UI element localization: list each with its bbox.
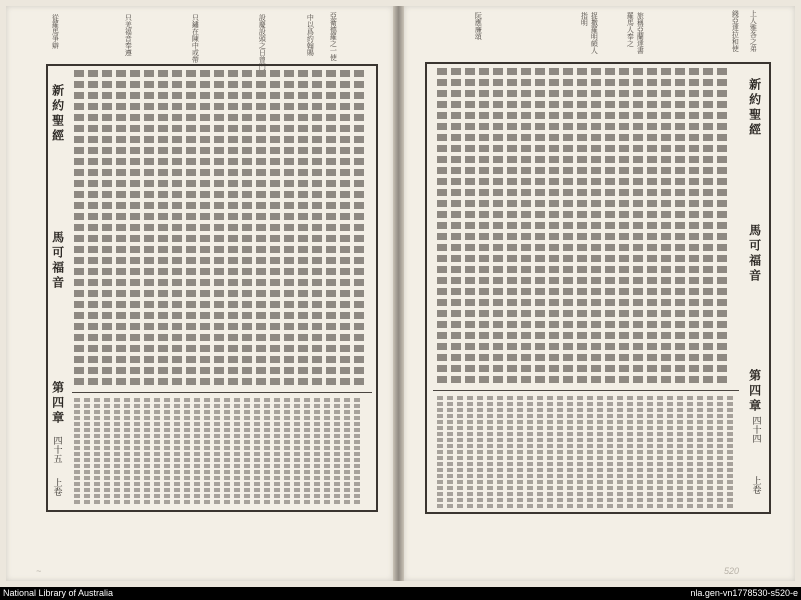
- right-page-number: 四十四: [750, 416, 761, 443]
- left-running-head-title: 新約聖經: [50, 84, 65, 144]
- left-footnote-rule: [72, 392, 372, 393]
- left-text-frame: [46, 64, 378, 512]
- left-bottom-note: 從羅馬爭辯: [51, 14, 60, 49]
- right-footnotes: [433, 396, 739, 508]
- right-running-head-title: 新約聖經: [747, 78, 762, 138]
- right-running-head-chapter: 第四章: [747, 369, 762, 414]
- right-top-note-2: 錢亞達拉和使: [731, 10, 740, 52]
- left-top-note-4: 只鏽在陳中或帶: [191, 14, 200, 63]
- right-top-note-4: 羅馬人奉之: [626, 12, 635, 47]
- left-body-text: [72, 70, 372, 388]
- attribution-bar: [0, 587, 801, 600]
- left-page-number: 四十五: [51, 436, 62, 463]
- right-pencil-mark: 520: [724, 566, 740, 576]
- right-footnote-rule: [433, 390, 739, 391]
- left-top-note-3: 設慶設頭之日曾門: [258, 14, 267, 70]
- left-running-head-book: 馬可福音: [50, 231, 65, 291]
- left-running-head-chapter: 第四章: [50, 381, 65, 426]
- right-page: [404, 6, 795, 581]
- left-top-note-1: 亞衛德羅之一使: [329, 12, 338, 61]
- left-top-note-2: 中以爲約翰賜: [306, 14, 315, 56]
- left-top-note-5: 只羌福音奉遵: [124, 14, 133, 56]
- attribution-left: National Library of Australia: [3, 588, 114, 598]
- left-footnotes: [72, 398, 372, 506]
- right-top-note-5: 捉撒羅明頗人: [590, 12, 599, 54]
- left-position-label: 上卷: [51, 478, 62, 496]
- right-position-label: 上卷: [750, 476, 761, 494]
- right-top-note-7: 阮應廉頌: [474, 12, 483, 40]
- right-running-head-book: 馬可福音: [747, 224, 762, 284]
- book-gutter: [393, 6, 404, 581]
- left-page: [6, 6, 393, 581]
- right-top-note-3: 旅稱亞蘭達書: [636, 12, 645, 54]
- right-text-frame: [425, 62, 771, 514]
- right-body-text: [433, 68, 739, 386]
- right-top-note-6: 指明: [580, 12, 589, 26]
- attribution-right: nla.gen-vn1778530-s520-e: [690, 588, 798, 598]
- right-top-note-1: 上人雅各之弟: [749, 10, 758, 52]
- left-pencil-mark: ~: [36, 566, 42, 576]
